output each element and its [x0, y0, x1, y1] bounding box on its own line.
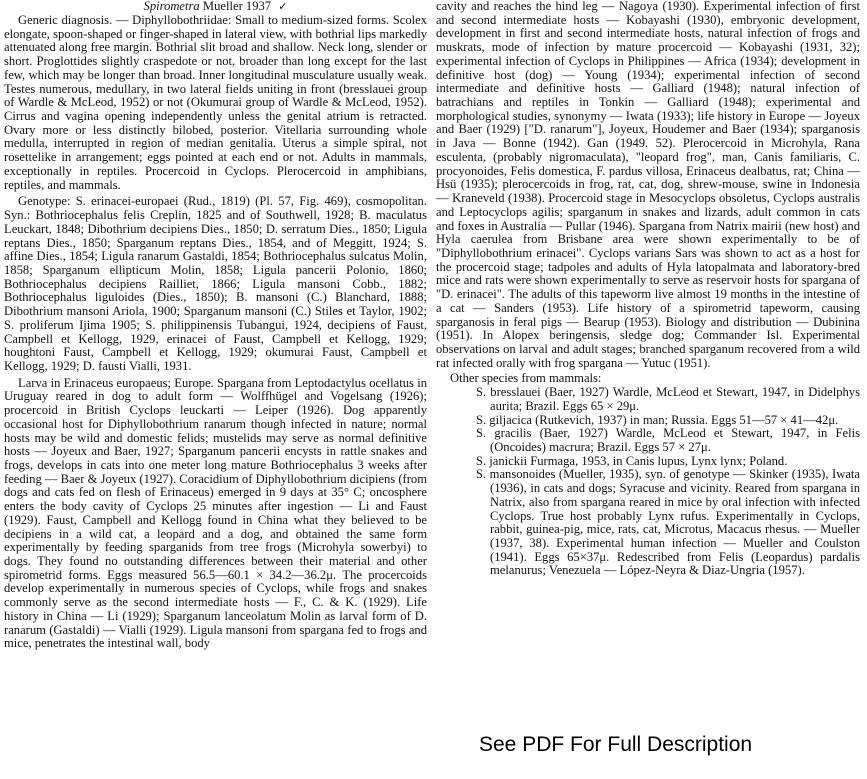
- genus-heading: [4, 0, 427, 14]
- species-list: [436, 386, 860, 578]
- check-mark-icon: ✓: [278, 1, 288, 13]
- list-item: S. mansonoides (Mueller, 1935), syn. of genotype — Skinker (1935), Iwata (1936), in cats and dogs; Syracuse and vicinity. Reared from spargana in Natrix, also from spargana reared in mice by oral infection with infected Cyclops. True host probably Lynx rufus. Experimentally in Cyclops, rabbit, guinea-pig, mice, rats, cat, Microtus, Macacus rhesus. — Mueller (1937, 38). Experimental human infection — Mueller and Coulston (1941). Eggs 65×37μ. Redescribed from Felis (Leopardus) pardalis melanurus; Venezuela — López-Neyra & Diaz-Ungria (1957).: [476, 467, 860, 578]
- list-item: S. janickii Furmaga, 1953, in Canis lupus, Lynx lynx; Poland.: [476, 453, 788, 468]
- list-item: S. bresslauei (Baer, 1927) Wardle, McLeod et Stewart, 1947, in Didelphys aurita; Brazil. Eggs 65 × 29μ.: [476, 385, 860, 413]
- see-pdf-note: See PDF For Full Description: [479, 733, 753, 756]
- list-item: S. giljacica (Rutkevich, 1937) in man; Russia. Eggs 51—57 × 41—42μ.: [476, 412, 839, 427]
- larva-paragraph: Larva in Erinaceus europaeus; Europe. Spargana from Leptodactylus ocellatus in Uruguay reared in dog to adult form — Wolffhügel and Vogelsang (1926); procercoid in British Cyclops leuckarti — Leiper (1926). Dog apparently occasional host for Diphyllobothrium ranarum though infected in nature; normal hosts may be wild and domestic felids; mustelids may serve as normal definitive hosts — Joyeux and Baer, 1927; Sparganum pancerii encysts in rattle snakes and frogs, develops in cats into one meter long mature Bothriocephalus 3 weeks after feeding — Baer & Joyeux (1927). Coracidium of Diphyllobothrium dicipiens (from dogs and cats fed on flesh of Erinaceus) emerged in 9 days at 35° C; oncosphere enters the body cavity of Cyclops 25 minutes after ingestion — Li and Faust (1929). Faust, Campbell and Kellogg found in China what they believed to be decipiens in a wild cat, a leopard and a dog, and obtained the same form experimentally by feeding sparganids from tree frogs (Microhyla sowerbyi) to dogs. They found no outstanding differences between their material and other spirometrid forms. Eggs measured 56.5—60.1 × 34.2—36.2μ. The procercoids develop experimentally in numerous species of Cyclops, while frogs and snakes commonly serve as the second intermediate hosts — F., C. & K. (1929). Life history in China — Li (1929); Sparganum lanceolatum Molin as larval form of D. ranarum (Gastaldi) — Vialli (1929). Ligula mansoni from spargana fed to frogs and mice, penetrates the intestinal wall, body: [4, 375, 427, 651]
- generic-diagnosis-paragraph: Generic diagnosis. — Diphyllobothriidae: Small to medium-sized forms. Scolex elongate, spoon-shaped or finger-shaped in lateral view, with bothrial lips markedly attenuated along free margin. Bothrial slit broad and shallow. Neck long, slender or short. Proglottides slightly craspedote or not, broader than long except for the last few, which may be longer than broad. Inner longitudinal musculature usually weak. Testes numerous, medullary, in two lateral fields uniting in front (bresslauei group of Wardle & McLeod, 1952) or not (Okumurai group of Wardle & McLeod, 1952). Cirrus and vagina opening independently unless the genital atrium is retracted. Ovary more or less distinctly bilobed, posterior. Vitellaria surrounding whole medulla, interrupted in region of median genitalia. Uterus a simple spiral, not rosettelike in arrangement; eggs pointed at each end or not. Adults in mammals, exceptionally in reptiles. Procercoid in Cyclops. Plerocercoid in amphibians, reptiles, and mammals.: [4, 13, 427, 192]
- genus-author: Mueller 1937: [202, 0, 272, 13]
- genus-name: Spirometra: [143, 0, 200, 13]
- other-species-heading: Other species from mammals:: [450, 371, 602, 386]
- life-history-paragraph: cavity and reaches the hind leg — Nagoya (1930). Experimental infection of first and second intermediate hosts — Kobayashi (1930), embryonic development, development in first and second intermediate hosts, natural infection of frogs and muskrats, mode of infection by mature procercoid — Kobayashi (1931, 32); experimental infection of Cyclops in Philippines — Africa (1934); development in definitive host (dog) — Young (1934); experimental infection of second intermediate and definitive hosts — Galliard (1948); natural infection of batrachians and reptiles in Tonkin — Galliard (1948); experimental and morphological studies, synonymy — Iwata (1933); life history in Europe — Joyeux and Baer (1929) ["D. ranarum"], Joyeux, Houdemer and Baer (1934); sparganosis in Java — Bonne (1942). Gan (1949. 52). Plerocercoid in Microhyla, Rana esculenta, (probably nigromaculata), "leopard frog", man, Canis familiaris, C. procyonoides, Felis domestica, F. pardus villosa, Erinaceus dealbatus, rat; China — Hsü (1935); plerocercoids in frog, rat, cat, dog, shrew-mouse, swine in Indonesia — Kraneveld (1938). Procercoid stage in Mesocyclops obsoletus, Cyclops australis and Leptocyclops agilis; sparganum in snakes and lizards, adult common in cats and foxes in Australia — Pullar (1946). Spargana from Natrix mairii (new host) and Hyla caerulea from Brisbane area were shown experimentally to be of "Diphyllobothrium erinacei". Cyclops varians Sars was shown to act as a host for the procercoid stage; tadpoles and adults of Hyla latopalmata and laboratory-bred mice and rats were shown experimentally to serve as reservoir hosts for spargana of "D. erinacei". The adults of this tapeworm live almost 19 months in the intestine of a cat — Sanders (1953). Life history of a spirometrid tapeworm, causing sparganosis in feral pigs — Bearup (1953). Biology and distribution — Dubinina (1951). In Alopex beringensis, sledge dog; Commander Isl. Experimental observations on larval and adult stages; branched sparganum recovered from a wild rat infected orally with frog spargana — Yutuc (1951).: [436, 0, 860, 370]
- right-column: [436, 0, 860, 578]
- left-column: [4, 0, 427, 651]
- list-item: S. gracilis (Baer, 1927) Wardle, McLeod et Stewart, 1947, in Felis (Oncoides) macrura; Brazil. Eggs 57 × 27μ.: [476, 426, 860, 454]
- genotype-paragraph: Genotype: S. erinacei-europaei (Rud., 1819) (Pl. 57, Fig. 469), cosmopolitan. Syn.: Bothriocephalus felis Creplin, 1825 and of Southwell, 1928; B. maculatus Leuckart, 1848; Dibothrium decipiens Dies., 1850; D. serratum Dies., 1850; Ligula reptans Dies., 1850; Sparganum reptans Dies., 1854, and of Meggitt, 1924; S. affine Dies., 1854; Ligula ranarum Gastaldi, 1854; Bothriocephalus sulcatus Molin, 1858; Sparganum ellipticum Molin, 1858; Ligula pancerii Polonio, 1860; Bothriocephalus decipiens Railliet, 1866; Ligula mansoni Cobb., 1882; Bothriocephalus liguloides (Dies., 1850); B. mansoni (C.) Blanchard, 1888; Dibothrium mansoni Ariola, 1900; Sparganum mansoni (C.) Stiles et Taylor, 1902; S. proliferum Ijima 1905; S. philippinensis Tubangui, 1924, decipiens of Faust, Campbell et Kellogg, 1929, erinacei of Faust, Campbell et Kellogg, 1929; houghtoni Faust, Campbell et Kellogg, 1929; okumurai Faust, Campbell et Kellogg, 1929; D. fausti Vialli, 1931.: [4, 194, 427, 373]
